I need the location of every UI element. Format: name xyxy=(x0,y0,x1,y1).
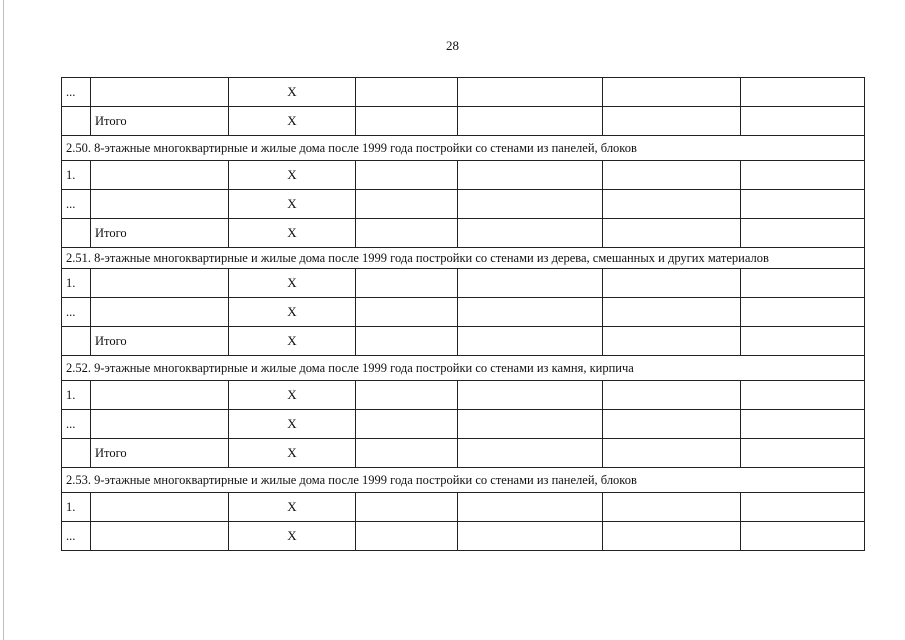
empty-cell xyxy=(741,219,865,248)
empty-cell xyxy=(458,522,603,551)
empty-cell xyxy=(458,190,603,219)
table-row xyxy=(62,161,865,190)
row-x-cell: X xyxy=(229,381,356,410)
row-x-cell: X xyxy=(229,190,356,219)
empty-cell xyxy=(356,493,458,522)
empty-cell xyxy=(603,522,741,551)
row-x-cell: X xyxy=(229,78,356,107)
empty-cell xyxy=(458,107,603,136)
section-header-row xyxy=(62,468,865,493)
row-number-cell: ... xyxy=(62,522,91,551)
empty-cell xyxy=(356,327,458,356)
table-row xyxy=(62,327,865,356)
row-x-cell: X xyxy=(229,439,356,468)
empty-cell xyxy=(458,161,603,190)
empty-cell xyxy=(356,381,458,410)
section-title: 2.50. 8-этажные многоквартирные и жилые дома после 1999 года постройки со стенами из панелей, блоков xyxy=(62,136,865,161)
empty-cell xyxy=(356,439,458,468)
row-name-cell xyxy=(91,298,229,327)
empty-cell xyxy=(603,439,741,468)
table-row xyxy=(62,410,865,439)
row-x-cell: X xyxy=(229,161,356,190)
empty-cell xyxy=(741,298,865,327)
empty-cell xyxy=(356,161,458,190)
page-number: 28 xyxy=(446,38,459,53)
empty-cell xyxy=(458,327,603,356)
row-number-cell: 1. xyxy=(62,161,91,190)
row-x-cell: X xyxy=(229,493,356,522)
empty-cell xyxy=(458,269,603,298)
table-row xyxy=(62,107,865,136)
row-number-cell xyxy=(62,439,91,468)
empty-cell xyxy=(603,219,741,248)
empty-cell xyxy=(603,381,741,410)
table-row xyxy=(62,381,865,410)
row-name-cell: Итого xyxy=(91,439,229,468)
row-name-cell xyxy=(91,381,229,410)
row-x-cell: X xyxy=(229,107,356,136)
row-number-cell: ... xyxy=(62,78,91,107)
section-header-row xyxy=(62,136,865,161)
empty-cell xyxy=(741,269,865,298)
table-body xyxy=(62,78,865,551)
empty-cell xyxy=(741,78,865,107)
empty-cell xyxy=(603,161,741,190)
row-number-cell: 1. xyxy=(62,269,91,298)
section-title: 2.53. 9-этажные многоквартирные и жилые дома после 1999 года постройки со стенами из панелей, блоков xyxy=(62,468,865,493)
empty-cell xyxy=(741,439,865,468)
empty-cell xyxy=(741,327,865,356)
row-number-cell xyxy=(62,219,91,248)
empty-cell xyxy=(741,522,865,551)
row-number-cell xyxy=(62,327,91,356)
empty-cell xyxy=(603,107,741,136)
table-row xyxy=(62,298,865,327)
empty-cell xyxy=(458,219,603,248)
empty-cell xyxy=(603,78,741,107)
empty-cell xyxy=(356,219,458,248)
table-row xyxy=(62,493,865,522)
row-name-cell xyxy=(91,410,229,439)
empty-cell xyxy=(741,107,865,136)
empty-cell xyxy=(356,107,458,136)
empty-cell xyxy=(356,190,458,219)
row-number-cell: 1. xyxy=(62,493,91,522)
row-number-cell: ... xyxy=(62,298,91,327)
row-number-cell: ... xyxy=(62,190,91,219)
empty-cell xyxy=(458,298,603,327)
section-header-row xyxy=(62,248,865,269)
empty-cell xyxy=(603,493,741,522)
row-x-cell: X xyxy=(229,522,356,551)
row-number-cell: 1. xyxy=(62,381,91,410)
row-x-cell: X xyxy=(229,327,356,356)
row-name-cell xyxy=(91,493,229,522)
empty-cell xyxy=(603,298,741,327)
empty-cell xyxy=(741,381,865,410)
empty-cell xyxy=(741,493,865,522)
row-x-cell: X xyxy=(229,410,356,439)
row-name-cell: Итого xyxy=(91,219,229,248)
table-row xyxy=(62,439,865,468)
row-x-cell: X xyxy=(229,298,356,327)
empty-cell xyxy=(741,190,865,219)
row-name-cell xyxy=(91,190,229,219)
row-name-cell xyxy=(91,78,229,107)
empty-cell xyxy=(458,78,603,107)
empty-cell xyxy=(356,522,458,551)
empty-cell xyxy=(356,269,458,298)
section-title: 2.52. 9-этажные многоквартирные и жилые дома после 1999 года постройки со стенами из камня, кирпича xyxy=(62,356,865,381)
empty-cell xyxy=(741,410,865,439)
empty-cell xyxy=(741,161,865,190)
row-name-cell: Итого xyxy=(91,327,229,356)
table-row xyxy=(62,190,865,219)
empty-cell xyxy=(603,269,741,298)
empty-cell xyxy=(603,327,741,356)
row-name-cell: Итого xyxy=(91,107,229,136)
table-row xyxy=(62,219,865,248)
table-row xyxy=(62,522,865,551)
section-header-row xyxy=(62,356,865,381)
empty-cell xyxy=(603,190,741,219)
section-title: 2.51. 8-этажные многоквартирные и жилые дома после 1999 года постройки со стенами из дерева, смешанных и других материалов xyxy=(62,248,865,269)
table-row xyxy=(62,78,865,107)
empty-cell xyxy=(356,78,458,107)
table-row xyxy=(62,269,865,298)
row-x-cell: X xyxy=(229,269,356,298)
scan-edge-line xyxy=(3,0,4,640)
empty-cell xyxy=(356,410,458,439)
empty-cell xyxy=(458,439,603,468)
row-x-cell: X xyxy=(229,219,356,248)
empty-cell xyxy=(603,410,741,439)
empty-cell xyxy=(356,298,458,327)
row-number-cell: ... xyxy=(62,410,91,439)
row-name-cell xyxy=(91,269,229,298)
row-name-cell xyxy=(91,522,229,551)
data-table xyxy=(61,77,865,551)
empty-cell xyxy=(458,410,603,439)
empty-cell xyxy=(458,493,603,522)
row-name-cell xyxy=(91,161,229,190)
empty-cell xyxy=(458,381,603,410)
row-number-cell xyxy=(62,107,91,136)
